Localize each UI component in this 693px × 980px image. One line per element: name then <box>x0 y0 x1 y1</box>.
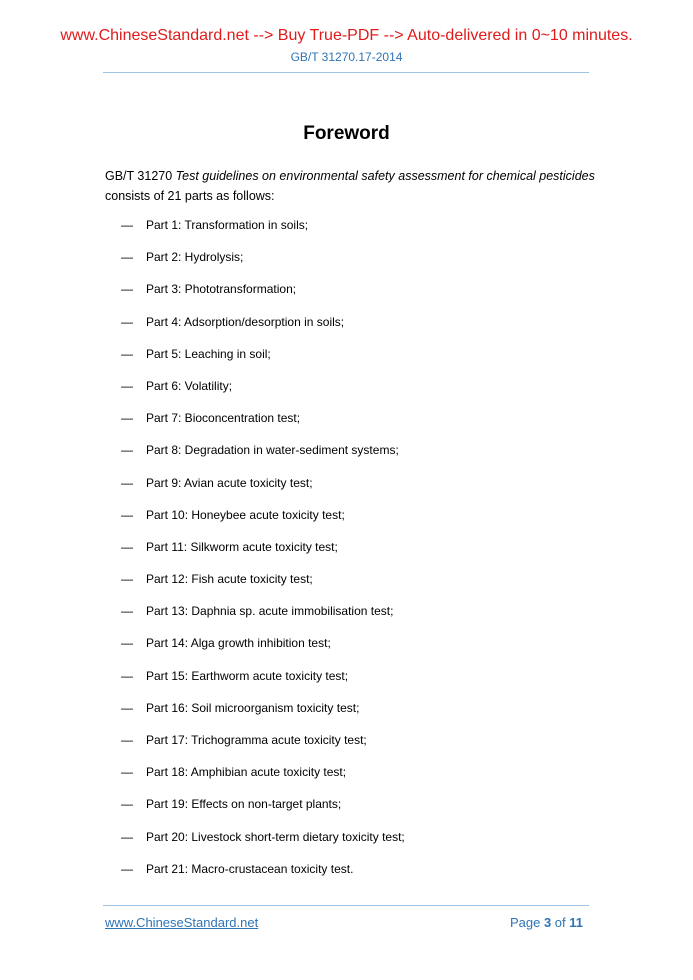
intro-paragraph <box>105 166 595 206</box>
intro-italic-title: Test guidelines on environmental safety assessment for chemical pesticides <box>175 169 595 183</box>
list-dash: — <box>121 604 133 619</box>
list-dash: — <box>121 572 133 587</box>
list-item-text: Part 1: Transformation in soils; <box>146 218 309 232</box>
page-title: Foreword <box>303 123 390 144</box>
intro-prefix: GB/T 31270 <box>105 169 176 183</box>
header-divider <box>103 72 589 73</box>
list-item-text: Part 11: Silkworm acute toxicity test; <box>146 539 338 554</box>
list-dash: — <box>121 250 133 265</box>
list-dash: — <box>121 346 133 361</box>
list-item-text: Part 9: Avian acute toxicity test; <box>146 475 313 490</box>
page-number <box>510 915 583 930</box>
list-dash: — <box>121 475 133 490</box>
list-item-text: Part 4: Adsorption/desorption in soils; <box>146 314 345 329</box>
promo-banner[interactable]: www.ChineseStandard.net --> Buy True-PDF --> Auto-delivered in 0~10 minutes. <box>60 27 633 44</box>
list-item-text: Part 13: Daphnia sp. acute immobilisation test; <box>146 604 394 619</box>
list-item-text: Part 12: Fish acute toxicity test; <box>146 572 313 587</box>
list-item-text: Part 3: Phototransformation; <box>146 282 297 297</box>
list-dash: — <box>121 443 133 458</box>
list-dash: — <box>121 636 133 651</box>
list-item-text: Part 18: Amphibian acute toxicity test; <box>146 765 347 780</box>
list-dash: — <box>121 700 133 715</box>
list-item-text: Part 8: Degradation in water-sediment systems; <box>146 443 399 458</box>
list-dash: — <box>121 733 133 747</box>
list-item-text: Part 20: Livestock short-term dietary toxicity test; <box>146 829 405 844</box>
list-dash: — <box>121 861 133 876</box>
page-separator: of <box>551 915 570 930</box>
list-dash: — <box>121 314 133 329</box>
list-dash: — <box>121 282 133 297</box>
page-current: 3 <box>543 915 552 930</box>
list-dash: — <box>121 765 133 780</box>
list-dash: — <box>121 668 133 683</box>
document-code: GB/T 31270.17-2014 <box>290 50 403 64</box>
list-dash: — <box>121 218 133 232</box>
page-prefix: Page <box>509 915 544 930</box>
list-dash: — <box>121 539 133 554</box>
page-total: 11 <box>569 915 583 930</box>
list-item-text: Part 7: Bioconcentration test; <box>146 411 301 426</box>
list-dash: — <box>121 797 133 812</box>
list-item-text: Part 21: Macro-crustacean toxicity test. <box>146 861 354 876</box>
list-item-text: Part 5: Leaching in soil; <box>146 346 271 361</box>
list-item-text: Part 10: Honeybee acute toxicity test; <box>146 507 345 522</box>
list-item-text: Part 2: Hydrolysis; <box>146 250 244 265</box>
list-item-text: Part 6: Volatility; <box>146 378 233 393</box>
list-dash: — <box>121 378 133 393</box>
list-dash: — <box>121 507 133 522</box>
footer-divider <box>103 905 589 906</box>
intro-suffix: consists of 21 parts as follows: <box>105 189 275 203</box>
list-dash: — <box>121 411 133 426</box>
list-item-text: Part 17: Trichogramma acute toxicity test; <box>146 733 367 747</box>
footer-website-link[interactable]: www.ChineseStandard.net <box>105 915 259 930</box>
list-item-text: Part 19: Effects on non-target plants; <box>146 797 342 812</box>
list-dash: — <box>121 829 133 844</box>
list-item-text: Part 14: Alga growth inhibition test; <box>146 636 331 651</box>
list-item-text: Part 15: Earthworm acute toxicity test; <box>146 668 349 683</box>
list-item-text: Part 16: Soil microorganism toxicity test; <box>146 700 360 715</box>
